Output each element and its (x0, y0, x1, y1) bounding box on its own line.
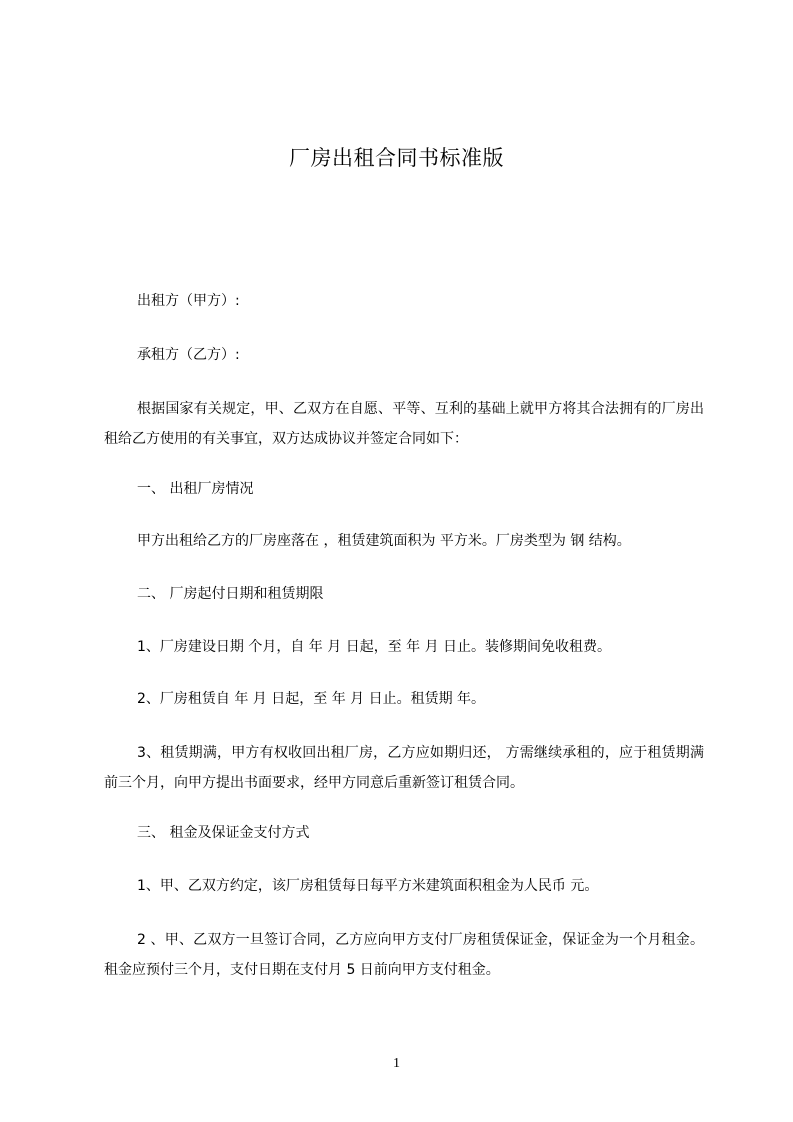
page-number: 1 (393, 1056, 400, 1071)
page-title: 厂房出租合同书标准版 (289, 146, 504, 170)
lessor-line: 出租方（甲方）: (137, 293, 240, 309)
section-3-heading: 三、 租金及保证金支付方式 (137, 825, 310, 841)
section-3-item-1: 1、甲、乙双方约定，该厂房租赁每日每平方米建筑面积租金为人民币 元。 (137, 878, 599, 894)
section-2-item-1: 1、厂房建设日期 个月，自 年 月 日起，至 年 月 日止。装修期间免收租费。 (137, 639, 612, 655)
section-2-item-3: 3、租赁期满，甲方有权收回出租厂房，乙方应如期归还， 方需继续承租的，应于租赁期满前三个月，向甲方提出书面要求，经甲方同意后重新签订租赁合同。 (104, 745, 704, 791)
section-1-body: 甲方出租给乙方的厂房座落在 ，租赁建筑面积为 平方米。厂房类型为 钢 结构。 (137, 533, 631, 549)
section-3-item-2: 2 、甲、乙双方一旦签订合同，乙方应向甲方支付厂房租赁保证金，保证金为一个月租金。租金应预付三个月，支付日期在支付月 5 日前向甲方支付租金。 (104, 932, 704, 978)
section-1-heading: 一、 出租厂房情况 (137, 481, 254, 497)
intro-paragraph: 根据国家有关规定，甲、乙双方在自愿、平等、互利的基础上就甲方将其合法拥有的厂房出租给乙方使用的有关事宜，双方达成协议并签定合同如下： (104, 401, 704, 447)
section-2-heading: 二、 厂房起付日期和租赁期限 (137, 586, 324, 602)
lessee-line: 承租方（乙方）: (137, 347, 240, 363)
section-2-item-2: 2、厂房租赁自 年 月 日起，至 年 月 日止。租赁期 年。 (137, 691, 486, 707)
